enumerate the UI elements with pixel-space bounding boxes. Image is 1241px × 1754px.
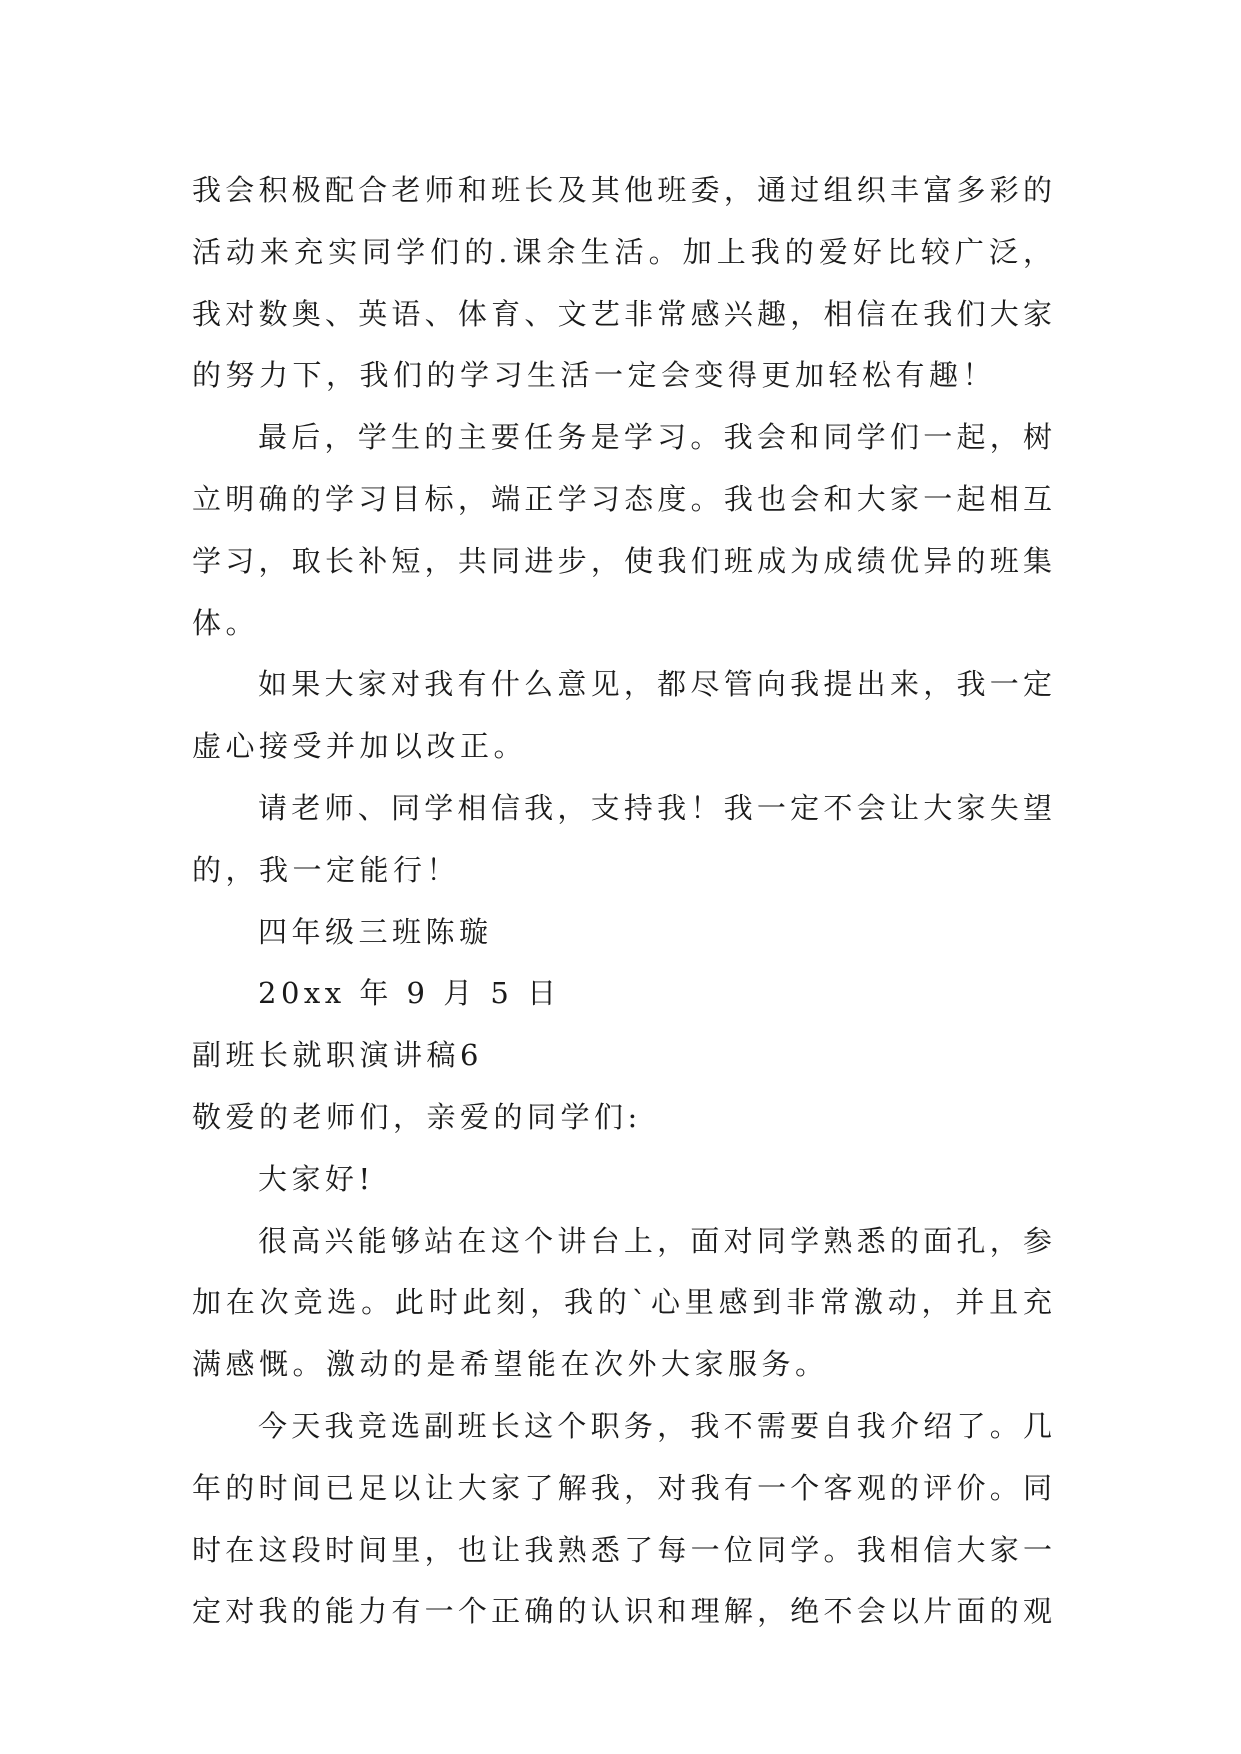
text-line: 20xx 年 9 月 5 日 [258,976,561,1011]
text-line: 年的时间已足以让大家了解我，对我有一个客观的评价。同 [192,1470,1052,1505]
text-line: 时在这段时间里，也让我熟悉了每一位同学。我相信大家一 [192,1532,1052,1567]
text-line: 如果大家对我有什么意见，都尽管向我提出来，我一定 [258,667,1052,702]
text-line: 体。 [192,605,260,640]
text-line: 活动来充实同学们的.课余生活。加上我的爱好比较广泛， [192,234,1052,269]
text-line: 学习，取长补短，共同进步，使我们班成为成绩优异的班集 [192,543,1052,578]
text-line: 定对我的能力有一个正确的认识和理解，绝不会以片面的观 [192,1594,1052,1629]
text-line: 很高兴能够站在这个讲台上，面对同学熟悉的面孔，参 [258,1223,1052,1258]
text-line: 敬爱的老师们，亲爱的同学们: [192,1099,642,1134]
text-line: 我会积极配合老师和班长及其他班委，通过组织丰富多彩的 [192,173,1052,207]
text-line: 满感慨。激动的是希望能在次外大家服务。 [192,1347,829,1382]
text-line: 的，我一定能行！ [192,852,461,887]
text-line: 大家好! [258,1161,375,1196]
text-line: 立明确的学习目标，端正学习态度。我也会和大家一起相互 [192,481,1052,516]
text-line: 最后，学生的主要任务是学习。我会和同学们一起，树 [258,420,1052,455]
text-line: 加在次竞选。此时此刻，我的`心里感到非常激动，并且充 [192,1285,1052,1320]
text-line: 副班长就职演讲稿6 [192,1038,483,1073]
text-line: 我对数奥、英语、体育、文艺非常感兴趣，相信在我们大家 [192,296,1052,331]
text-line: 四年级三班陈璇 [258,914,493,949]
text-line: 请老师、同学相信我，支持我！我一定不会让大家失望 [258,790,1052,825]
text-line: 虚心接受并加以改正。 [192,729,528,764]
text-line: 今天我竞选副班长这个职务，我不需要自我介绍了。几 [258,1408,1052,1443]
text-line: 的努力下，我们的学习生活一定会变得更加轻松有趣！ [192,358,997,393]
document-body [192,160,1052,1643]
